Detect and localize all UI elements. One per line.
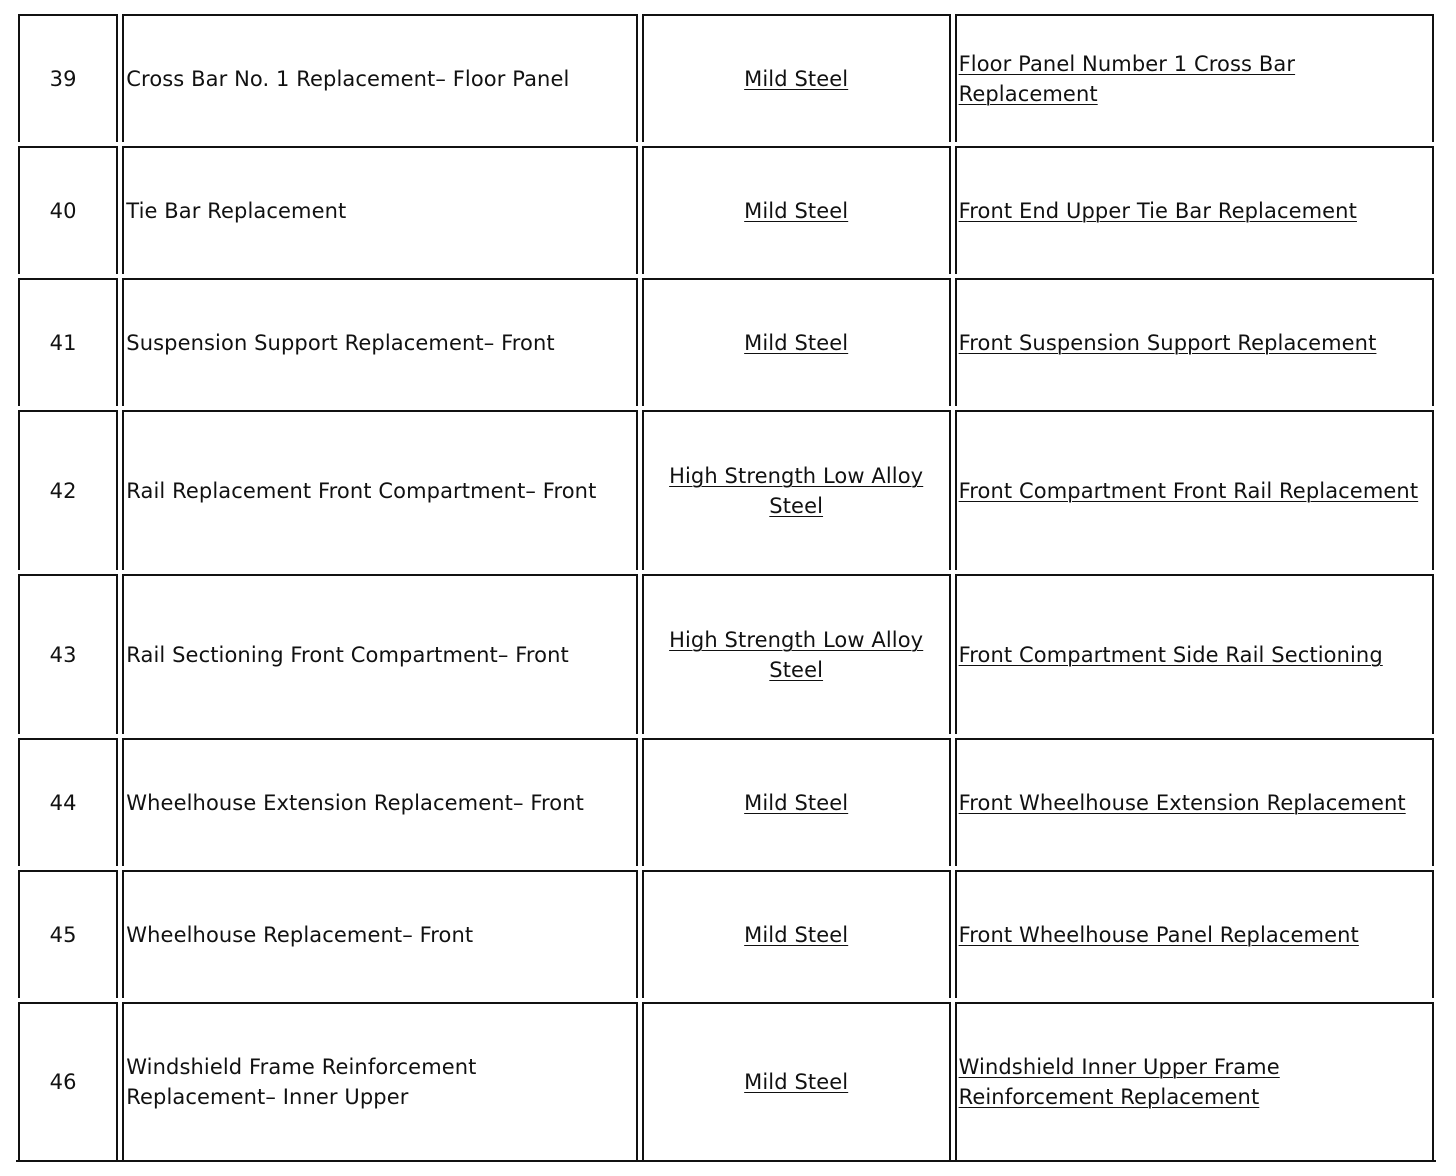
operation-name: Cross Bar No. 1 Replacement– Floor Panel — [122, 14, 637, 142]
procedure-link[interactable]: Floor Panel Number 1 Cross Bar Replacement — [958, 52, 1296, 106]
operation-name: Rail Replacement Front Compartment– Front — [122, 410, 637, 570]
table-row — [18, 1002, 1434, 1160]
material-link[interactable]: Mild Steel — [744, 67, 849, 91]
material-link[interactable]: Mild Steel — [744, 1070, 849, 1094]
row-number: 43 — [18, 574, 118, 734]
table-row — [18, 870, 1434, 998]
operation-name: Rail Sectioning Front Compartment– Front — [122, 574, 637, 734]
row-number: 44 — [18, 738, 118, 866]
operation-name: Wheelhouse Replacement– Front — [122, 870, 637, 998]
operation-name: Windshield Frame Reinforcement Replacement– Inner Upper — [122, 1002, 637, 1160]
procedure-link[interactable]: Front Wheelhouse Panel Replacement — [958, 923, 1359, 947]
operation-name: Wheelhouse Extension Replacement– Front — [122, 738, 637, 866]
table-row — [18, 146, 1434, 274]
table-row — [18, 574, 1434, 734]
row-number: 42 — [18, 410, 118, 570]
row-number: 46 — [18, 1002, 118, 1160]
procedure-link[interactable]: Front Compartment Front Rail Replacement — [958, 479, 1419, 503]
material-link[interactable]: Mild Steel — [744, 331, 849, 355]
procedure-link[interactable]: Front Wheelhouse Extension Replacement — [958, 791, 1406, 815]
material-link[interactable]: High Strength Low Alloy Steel — [669, 628, 924, 682]
procedure-link[interactable]: Front Compartment Side Rail Sectioning — [958, 643, 1383, 667]
operation-name: Tie Bar Replacement — [122, 146, 637, 274]
operation-name: Suspension Support Replacement– Front — [122, 278, 637, 406]
row-number: 39 — [18, 14, 118, 142]
material-link[interactable]: Mild Steel — [744, 199, 849, 223]
row-number: 45 — [18, 870, 118, 998]
material-link[interactable]: High Strength Low Alloy Steel — [669, 464, 924, 518]
table-row — [18, 14, 1434, 142]
parts-table — [14, 10, 1438, 1164]
material-link[interactable]: Mild Steel — [744, 923, 849, 947]
procedure-link[interactable]: Windshield Inner Upper Frame Reinforcement Replacement — [958, 1055, 1280, 1109]
table-row — [18, 738, 1434, 866]
material-link[interactable]: Mild Steel — [744, 791, 849, 815]
table-bottom-border — [16, 1160, 1436, 1162]
table-row — [18, 410, 1434, 570]
row-number: 41 — [18, 278, 118, 406]
table-row — [18, 278, 1434, 406]
procedure-link[interactable]: Front End Upper Tie Bar Replacement — [958, 199, 1357, 223]
parts-table-sheet — [16, 12, 1436, 1162]
procedure-link[interactable]: Front Suspension Support Replacement — [958, 331, 1377, 355]
row-number: 40 — [18, 146, 118, 274]
